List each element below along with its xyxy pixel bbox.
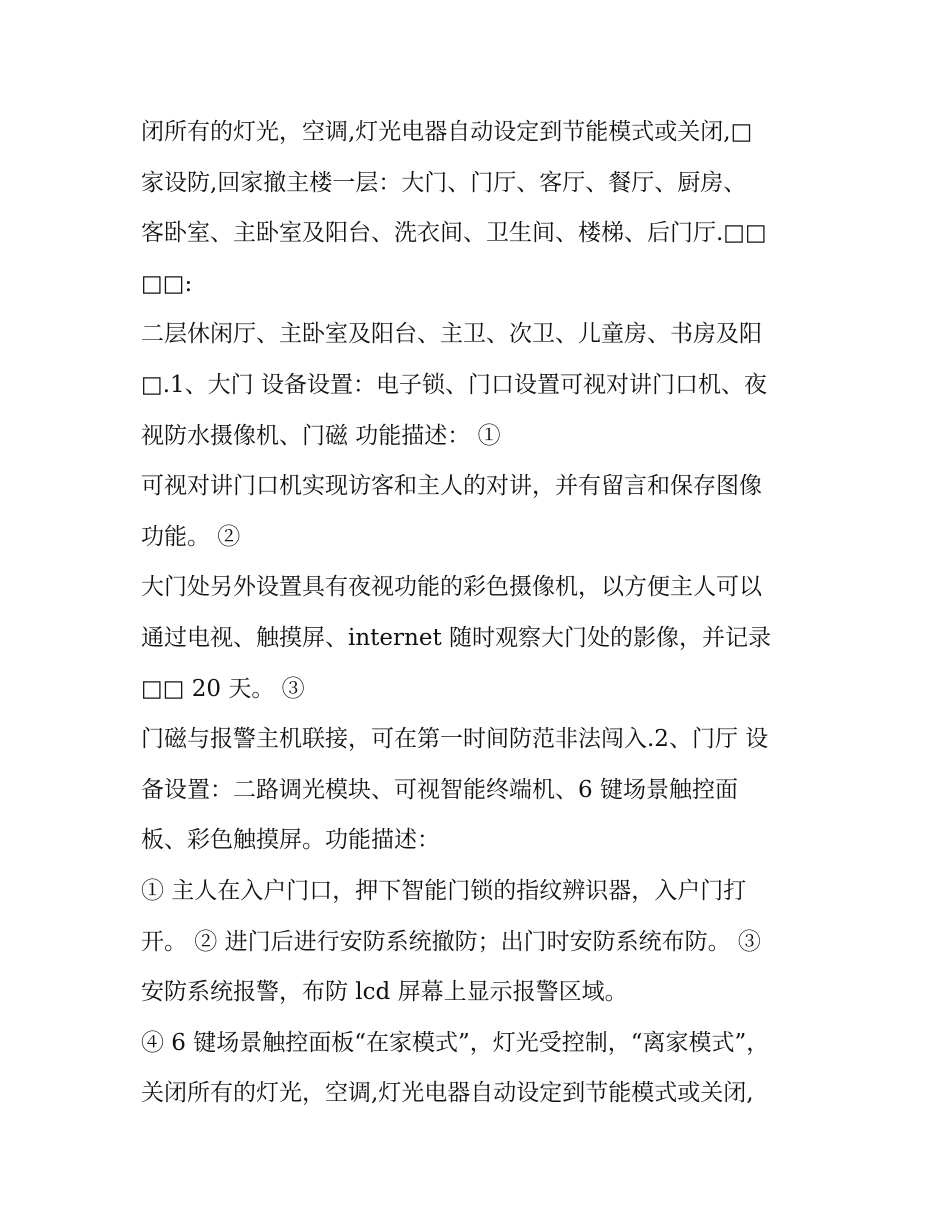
text-line: 关闭所有的灯光，空调,灯光电器自动设定到节能模式或关闭, [141,1080,754,1107]
text-line: 可视对讲门口机实现访客和主人的对讲，并有留言和保存图像 [141,473,762,500]
text-line: 客卧室、主卧室及阳台、洗衣间、卫生间、楼梯、后门厅.□□ [141,220,767,247]
text-line: 大门处另外设置具有夜视功能的彩色摄像机，以方便主人可以 [141,574,762,601]
text-line: 二层休闲厅、主卧室及阳台、主卫、次卫、儿童房、书房及阳 [141,321,762,348]
text-line: 家设防,回家撤主楼一层：大门、门厅、客厅、餐厅、厨房、 [141,169,747,196]
text-line: 备设置：二路调光模块、可视智能终端机、6 键场景触控面 [141,776,738,803]
text-line: □□: [141,270,193,297]
text-line: 板、彩色触摸屏。功能描述： [141,827,440,854]
body-text [141,107,821,1119]
text-line: 闭所有的灯光，空调,灯光电器自动设定到节能模式或关闭,□ [141,119,753,145]
text-line: 开。 ② 进门后进行安防系统撤防；出门时安防系统布防。 ③ [141,928,761,955]
text-line: □□ 20 天。 ③ [141,675,305,702]
text-line: □.1、大门 设备设置：电子锁、门口设置可视对讲门口机、夜 [141,371,767,398]
text-line: 门磁与报警主机联接，可在第一时间防范非法闯入.2、门厅 设 [141,726,769,753]
text-line: 功能。 ② [141,523,241,550]
text-line: 安防系统报警，布防 lcd 屏幕上显示报警区域。 [141,979,628,1006]
text-line: 通过电视、触摸屏、internet 随时观察大门处的影像，并记录 [141,624,771,651]
text-line: 视防水摄像机、门磁 功能描述： ① [141,422,501,449]
text-line: ① 主人在入户门口，押下智能门锁的指纹辨识器，入户门打 [141,877,747,904]
text-line: ④ 6 键场景触控面板“在家模式”，灯光受控制，“离家模式”， [141,1029,770,1056]
